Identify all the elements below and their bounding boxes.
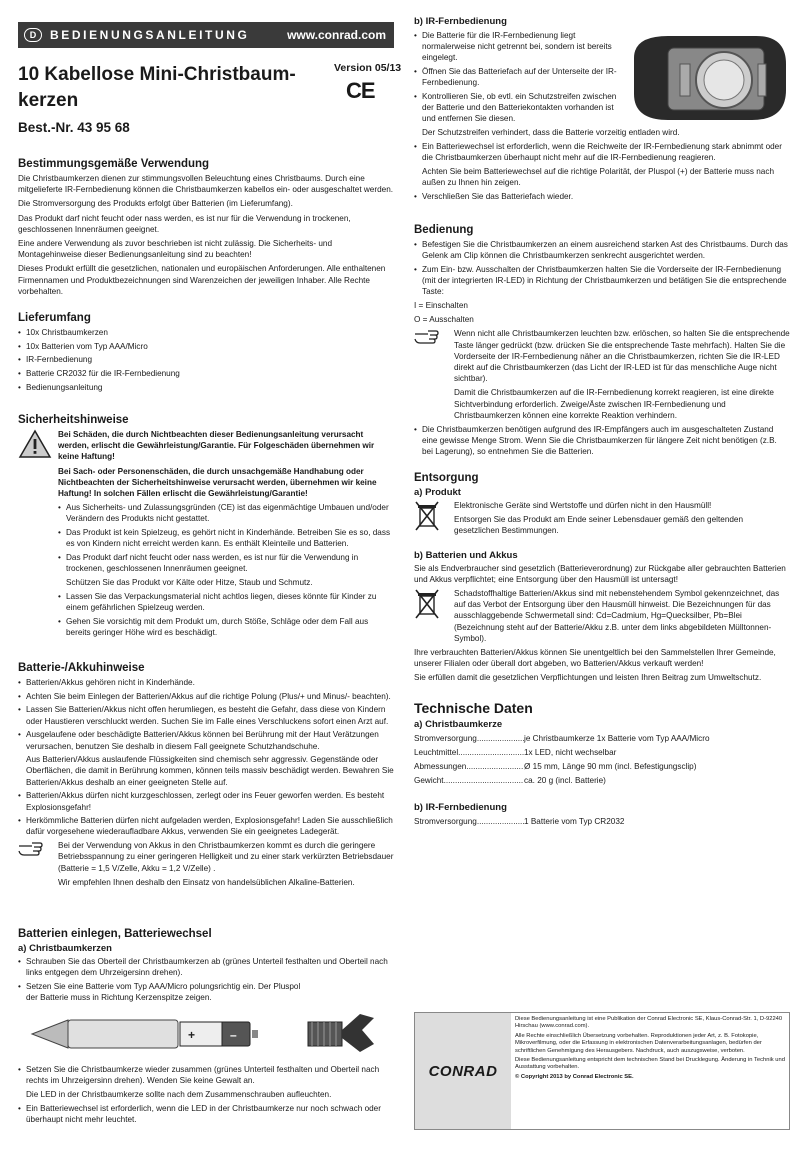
- list-item: • Öffnen Sie das Batteriefach auf der Unterseite der IR-Fernbedienung.: [414, 66, 624, 88]
- header-title: BEDIENUNGSANLEITUNG: [50, 28, 250, 42]
- disposal-b4: Sie erfüllen damit die gesetzlichen Verpflichtungen und leisten Ihren Beitrag zum Umweltschutz.: [414, 673, 762, 683]
- list-item: • Das Produkt darf nicht feucht oder nass werden, es ist nur für die Verwendung in trockenen, geschlossenen Innenräumen geeignet.: [58, 552, 394, 574]
- svg-text:–: –: [230, 1028, 237, 1042]
- list-item: • Batterien/Akkus gehören nicht in Kinderhände.: [18, 677, 394, 688]
- list-item: • Lassen Sie Batterien/Akkus nicht offen herumliegen, es besteht die Gefahr, dass diese von Kindern oder Haustieren verschluckt werden. Suchen Sie im Falle eines Verschluckens sofort einen Arzt auf.: [18, 704, 394, 726]
- spec-key: Abmessungen .....: [414, 760, 524, 774]
- website-link[interactable]: www.conrad.com: [287, 28, 386, 42]
- insert-sub-a: a) Christbaumkerzen: [18, 943, 112, 954]
- list-item: • Batterien/Akkus dürfen nicht kurzgeschlossen, zerlegt oder ins Feuer geworfen werden. Es besteht Explosionsgefahr!: [18, 790, 394, 812]
- list-subitem: Achten Sie beim Batteriewechsel auf die richtige Polarität, der Pluspol (+) der Batterie muss nach außen zu Ihnen hin zeigen.: [422, 166, 775, 187]
- operation-section: [414, 224, 790, 460]
- list-item: • Herkömmliche Batterien dürfen nicht aufgeladen werden, Explosionsgefahr! Laden Sie ausschließlich dafür vorgesehene wiederaufladbare Akkus, verwenden Sie ein geeignetes Ladegerät.: [18, 815, 394, 837]
- disposal-b2: Schadstoffhaltige Batterien/Akkus sind mit nebenstehendem Symbol gekennzeichnet, das auf das Verbot der Entsorgung über den Hausmüll hinweist. Die Bezeichnungen für das ausschlaggebende Schwermetall sind: Cd=Cadmium, Hg=Quecksilber, Pb=Blei (Bezeichnung steht auf der Batterie/Akku z.B. unter dem links abgebildeten Mülltonnen-Symbol).: [454, 589, 780, 643]
- disposal-sub-b: b) Batterien und Akkus: [414, 549, 518, 561]
- operation-note-2: Damit die Christbaumkerzen auf die IR-Fernbedienung korrekt reagieren, ist eine direkte Sichtverbindung erforderlich. Zweige/Äste zwischen IR-Fernbedienung und Christbaumkerzen können eine korrekte Reaktion verhindern.: [454, 388, 774, 420]
- list-item: • Die Christbaumkerzen benötigen aufgrund des IR-Empfängers auch im ausgeschalteten Zustand eine gewisse Menge Strom. Wenn Sie die Christbaumkerzen für längere Zeit nicht benötigen (z.B. bei Lagerung), so entnehmen Sie die Batterien.: [414, 424, 790, 458]
- safety-section: [18, 414, 394, 640]
- paragraph: Die Stromversorgung des Produkts erfolgt über Batterien (im Lieferumfang).: [18, 199, 293, 209]
- safety-bold-1: Bei Schäden, die durch Nichtbeachten dieser Bedienungsanleitung verursacht werden, erlischt die Gewährleistung/Garantie. Für Folgeschäden übernehmen wir keine Haftung!: [58, 430, 375, 462]
- list-item: • Achten Sie beim Einlegen der Batterien/Akkus auf die richtige Polung (Plus/+ und Minus/- beachten).: [18, 691, 394, 702]
- disposal-heading: Entsorgung: [414, 472, 479, 484]
- pointing-hand-icon: [414, 328, 454, 424]
- list-item: • Zum Ein- bzw. Ausschalten der Christbaumkerzen halten Sie die Vorderseite der IR-Fernbedienung (mit der integrierten IR-LED) in Richtung der Christbaumkerzen und betätigen Sie die entsprechende Taste:: [414, 264, 790, 298]
- remote-image: [628, 28, 790, 128]
- crossed-bin-icon: [414, 500, 454, 540]
- insert-continued: [18, 1064, 394, 1128]
- specs-sub-b: b) IR-Fernbedienung: [414, 802, 507, 813]
- spec-row: [414, 732, 790, 746]
- disposal-b3: Ihre verbrauchten Batterien/Akkus können Sie unentgeltlich bei den Sammelstellen Ihrer Gemeinde, unserer Filialen oder überall dort abgeben, wo Batterien/Akkus verkauft werden!: [414, 648, 776, 669]
- list-item: • Bedienungsanleitung: [18, 382, 394, 393]
- footer-copyright: © Copyright 2013 by Conrad Electronic SE.: [515, 1073, 634, 1080]
- battery-notes-section: [18, 662, 394, 891]
- list-item: • Lassen Sie das Verpackungsmaterial nicht achtlos liegen, dieses könnte für Kinder zu einem gefährlichen Spielzeug werden.: [58, 591, 394, 613]
- operation-heading: Bedienung: [414, 224, 474, 236]
- paragraph: Die Christbaumkerzen dienen zur stimmungsvollen Beleuchtung eines Christbaums. Durch eine mitgelieferte IR-Fernbedienung können die Christbaumkerzen kabellos ein- oder ausgeschaltet werden.: [18, 174, 394, 195]
- safety-bold-2: Bei Sach- oder Personenschäden, die durch unsachgemäße Handhabung oder Nichtbeachten der Sicherheitshinweise verursacht werden, übernehmen wir keine Haftung! In solchen Fällen erlischt die Gewährleistung/Garantie!: [58, 466, 377, 499]
- language-badge: D: [24, 28, 42, 42]
- disposal-a1: Elektronische Geräte sind Wertstoffe und dürfen nicht in den Hausmüll!: [454, 501, 712, 510]
- paragraph: Dieses Produkt erfüllt die gesetzlichen, nationalen und europäischen Anforderungen. Alle enthaltenen Firmennamen und Produktbezeichnungen sind Warenzeichen der jeweiligen Inhaber. Alle Rechte vorbehalten.: [18, 264, 386, 296]
- ce-mark: CE: [346, 78, 375, 103]
- list-item: • Setzen Sie die Christbaumkerze wieder zusammen (grünes Unterteil festhalten und Oberteil nach rechts im Uhrzeigersinn drehen). Wenden Sie keine Gewalt an.: [18, 1064, 394, 1086]
- spec-row: [414, 746, 790, 760]
- header-bar: [18, 22, 394, 48]
- battery-notes-heading: Batterie-/Akkuhinweise: [18, 662, 145, 674]
- remote-heading: b) IR-Fernbedienung: [414, 16, 507, 27]
- spec-key: Stromversorgung .....: [414, 815, 524, 829]
- logo-text: CONRAD: [428, 1062, 498, 1080]
- spec-value: ca. 20 g (incl. Batterie): [524, 776, 606, 785]
- footer-p3: Diese Bedienungsanleitung entspricht dem technischen Stand bei Drucklegung. Änderung in Technik und Ausstattung vorbehalten.: [515, 1057, 785, 1071]
- publisher-footer: [414, 1012, 790, 1130]
- list-item: • Ein Batteriewechsel ist erforderlich, wenn die LED in der Christbaumkerze nur noch schwach oder überhaupt nicht mehr leuchtet.: [18, 1103, 394, 1125]
- insert-battery-section: [18, 928, 394, 1006]
- list-item: • Das Produkt ist kein Spielzeug, es gehört nicht in Kinderhände. Betreiben Sie es so, dass es von Kindern nicht erreicht werden kann. Es enthält Kleinteile und Batterien.: [58, 527, 394, 549]
- intended-use-heading: Bestimmungsgemäße Verwendung: [18, 158, 210, 170]
- spec-value: 1x LED, nicht wechselbar: [524, 748, 617, 757]
- intended-use-section: [18, 158, 394, 300]
- footer-p1: Diese Bedienungsanleitung ist eine Publikation der Conrad Electronic SE, Klaus-Conrad-Str. 1, D-92240 Hirschau (www.conrad.com).: [515, 1016, 783, 1030]
- list-item: • Schrauben Sie das Oberteil der Christbaumkerzen ab (grünes Unterteil festhalten und Oberteil nach links entgegen dem Uhrzeigersinn drehen).: [18, 956, 394, 978]
- specs-heading: Technische Daten: [414, 700, 533, 716]
- scope-heading: Lieferumfang: [18, 312, 91, 324]
- disposal-sub-a: a) Produkt: [414, 487, 461, 498]
- order-number: Best.-Nr. 43 95 68: [18, 120, 130, 135]
- conrad-logo: [415, 1013, 511, 1129]
- candle-illustration: [30, 1000, 380, 1060]
- spec-row: [414, 815, 790, 829]
- list-item: • 10x Christbaumkerzen: [18, 327, 394, 338]
- spec-row: [414, 760, 790, 774]
- paragraph: Das Produkt darf nicht feucht oder nass werden, es ist nur für die Verwendung in trockenen, geschlossenen Innenräumen geeignet.: [18, 213, 351, 234]
- list-item: • Ausgelaufene oder beschädigte Batterien/Akkus können bei Berührung mit der Haut Verätzungen verursachen, benutzen Sie deshalb in diesem Fall geeignete Schutzhandschuhe.: [18, 729, 394, 751]
- spec-row: [414, 774, 790, 788]
- spec-key: Gewicht .....: [414, 774, 524, 788]
- list-item: • 10x Batterien vom Typ AAA/Micro: [18, 341, 394, 352]
- specs-sub-a: a) Christbaumkerze: [414, 719, 503, 730]
- list-item: • Gehen Sie vorsichtig mit dem Produkt um, durch Stöße, Schläge oder dem Fall aus bereits geringer Höhe wird es beschädigt.: [58, 616, 394, 638]
- warning-icon: [18, 429, 58, 640]
- off-label: O = Ausschalten: [414, 315, 474, 325]
- disposal-section: [414, 472, 790, 687]
- battery-note: Bei der Verwendung von Akkus in den Christbaumkerzen kommt es durch die geringere Betriebsspannung zu einer geringeren Helligkeit und zu einer stark verkürzten Betriebsdauer (Batterie = 1,5 V/Zelle, Akku = 1,2 V/Zelle) .: [58, 841, 394, 873]
- on-label: I = Einschalten: [414, 301, 468, 311]
- list-subitem: Schützen Sie das Produkt vor Kälte oder Hitze, Staub und Schmutz.: [66, 577, 313, 587]
- list-item: • Die Batterie für die IR-Fernbedienung liegt normalerweise nicht getrennt bei, sondern ist bereits eingelegt.: [414, 30, 624, 64]
- spec-value: 1 Batterie vom Typ CR2032: [524, 817, 625, 826]
- scope-list: [18, 327, 394, 393]
- battery-note-2: Wir empfehlen Ihnen deshalb den Einsatz von handelsüblichen Alkaline-Batterien.: [58, 877, 355, 887]
- list-item: • Kontrollieren Sie, ob evtl. ein Schutzstreifen zwischen der Batterie und den Batteriekontakten vorhanden ist und entfernen Sie diesen.: [414, 91, 624, 125]
- paragraph: Eine andere Verwendung als zuvor beschrieben ist nicht zulässig. Die Sicherheits- und Montagehinweise dieser Bedienungsanleitung sind zu beachten!: [18, 239, 333, 260]
- disposal-b1: Sie als Endverbraucher sind gesetzlich (Batterieverordnung) zur Rückgabe aller gebrauchten Batterien und Akkus verpflichtet; eine Entsorgung über den Hausmüll ist untersagt!: [414, 563, 786, 584]
- document-title: 10 Kabellose Mini-Christbaum-kerzen: [18, 64, 296, 111]
- list-item: • Befestigen Sie die Christbaumkerzen an einem ausreichend starken Ast des Christbaums. Durch das Gelenk am Clip können die Christbaumkerzen senkrecht ausgerichtet werden.: [414, 239, 790, 261]
- list-item: • Verschließen Sie das Batteriefach wieder.: [414, 191, 790, 202]
- spec-key: Stromversorgung .....: [414, 732, 524, 746]
- list-item: • IR-Fernbedienung: [18, 354, 394, 365]
- disposal-a2: Entsorgen Sie das Produkt am Ende seiner Lebensdauer gemäß den geltenden gesetzlichen Bestimmungen.: [454, 515, 744, 536]
- spec-key: Leuchtmittel .....: [414, 746, 524, 760]
- list-item: • Aus Sicherheits- und Zulassungsgründen (CE) ist das eigenmächtige Umbauen und/oder Verändern des Produkts nicht gestattet.: [58, 502, 394, 524]
- spec-value: Ø 15 mm, Länge 90 mm (incl. Befestigungsclip): [524, 762, 697, 771]
- safety-heading: Sicherheitshinweise: [18, 414, 129, 426]
- list-item: • Batterie CR2032 für die IR-Fernbedienung: [18, 368, 394, 379]
- operation-note: Wenn nicht alle Christbaumkerzen leuchten bzw. erlöschen, so halten Sie die entsprechende Taste länger gedrückt (bzw. drücken Sie die entsprechende Taste mehrfach). Halten Sie die Vorderseite der IR-Fernbedienung näher an die Christbaumkerzen, richten Sie die IR-LED direkt auf die Christbaumkerzen (das Licht der IR-LED ist für das menschliche Auge nicht sichtbar).: [454, 329, 790, 384]
- specs-section: [414, 700, 790, 829]
- spec-value: je Christbaumkerze 1x Batterie vom Typ AAA/Micro: [524, 734, 710, 743]
- insert-heading: Batterien einlegen, Batteriewechsel: [18, 928, 212, 940]
- list-subitem: Der Schutzstreifen verhindert, dass die Batterie vorzeitig entladen wird.: [422, 128, 680, 138]
- list-item: • Ein Batteriewechsel ist erforderlich, wenn die Reichweite der IR-Fernbedienung stark abnimmt oder die Christbaumkerzen überhaupt nicht mehr auf die IR-Fernbedienung reagieren.: [414, 141, 790, 163]
- list-item: • Setzen Sie eine Batterie vom Typ AAA/Micro polungsrichtig ein. Der Pluspol der Batterie muss in Richtung Kerzenspitze zeigen.: [18, 981, 308, 1003]
- version-label: Version 05/13: [334, 62, 402, 74]
- svg-text:+: +: [188, 1028, 196, 1042]
- footer-p2: Alle Rechte einschließlich Übersetzung vorbehalten. Reproduktionen jeder Art, z. B. Fotokopie, Mikroverfilmung, oder die Erfassung in elektronischen Datenverarbeitungsanlagen, bedürfen der schriftlichen Genehmigung des Herausgebers. Nachdruck, auch auszugsweise, verboten.: [515, 1032, 762, 1054]
- list-subitem: Die LED in der Christbaumkerze sollte nach dem Zusammenschrauben aufleuchten.: [26, 1089, 332, 1099]
- crossed-bin-icon: [414, 588, 454, 647]
- pointing-hand-icon: [18, 840, 58, 891]
- list-subitem: Aus Batterien/Akkus auslaufende Flüssigkeiten sind chemisch sehr aggressiv. Gegenstände oder Oberflächen, die damit in Berührung kommen, können teils massiv beschädigt werden. Bewahren Sie Batterien/Akkus deshalb an einer geeigneten Stelle auf.: [26, 755, 394, 787]
- scope-section: [18, 312, 394, 396]
